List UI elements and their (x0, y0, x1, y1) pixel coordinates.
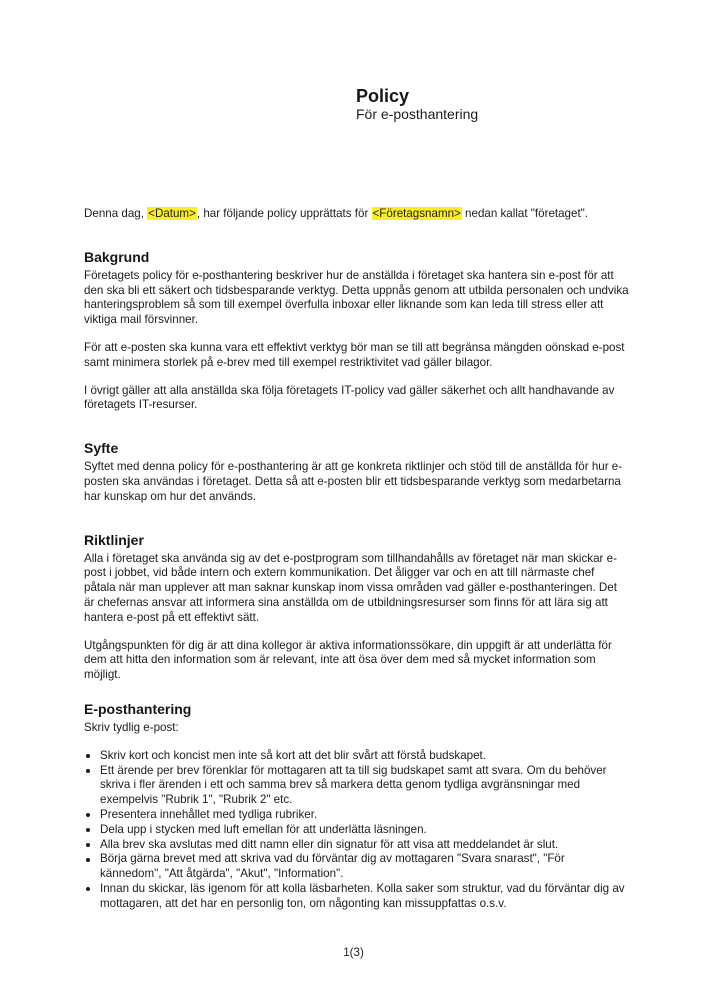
bullet-list (84, 749, 629, 912)
bullet-text: Presentera innehållet med tydliga rubriker. (100, 807, 318, 821)
page-number: 1(3) (343, 946, 364, 959)
bullet-icon (86, 858, 90, 862)
paragraph: Alla i företaget ska använda sig av det e-postprogram som tillhandahålls av företaget när man skickar e-post i jobbet, vid både intern och extern kommunikation. Det åligger var och en att till närmaste chef påtala när man upplever att man saknar kunskap inom vissa områden vad gäller e-posthanteringen. Det är chefernas ansvar att informera sina anställda om de utbildningsresurser som finns för att lära sig att hantera e-post på ett effektivt sätt. (84, 551, 617, 624)
paragraph: För att e-posten ska kunna vara ett effektivt verktyg bör man se till att begränsa mängden oönskad e-post samt minimera storlek på e-brev med till exempel restriktivitet vad gäller bilagor. (84, 340, 625, 369)
bullet-item (84, 838, 629, 853)
section-heading-eposthantering: E-posthantering (84, 700, 192, 717)
page-title: Policy (356, 86, 410, 106)
section-riktlinjer (84, 532, 629, 683)
bullet-item (84, 852, 629, 882)
bullet-item (84, 882, 629, 912)
datum-placeholder-field[interactable]: <Datum> (148, 207, 196, 220)
title-block (356, 86, 629, 122)
paragraph: Företagets policy för e-posthantering beskriver hur de anställda i företaget ska hantera sin e-post för att den ska bli ett säkert och tidsbesparande verktyg. Detta uppnås genom att utbilda personalen och undvika hanteringsproblem så som till exempel överfulla inboxar eller liknande som kan leda till stress eller att viktiga mail försvinner. (84, 268, 629, 327)
section-eposthantering (84, 701, 629, 912)
bullet-icon (86, 828, 90, 832)
section-bakgrund (84, 249, 629, 413)
paragraph: Utgångspunkten för dig är att dina kollegor är aktiva informationssökare, din uppgift är att underlätta för dem att hitta den information som är relevant, inte att ösa över dem med så mycket information som möjligt. (84, 638, 612, 682)
paragraph: I övrigt gäller att alla anställda ska följa företagets IT-policy vad gäller säkerhet och allt handhavande av företagets IT-resurser. (84, 383, 615, 412)
bullet-icon (86, 754, 90, 758)
bullet-icon (86, 887, 90, 891)
bullet-icon (86, 843, 90, 847)
bullet-icon (86, 769, 90, 773)
bullet-text: Ett ärende per brev förenklar för mottagaren att ta till sig budskapet samt att svara. Om du behöver skriva i fler ärenden i ett och samma brev så markera detta genom tydliga avgränsningar med exempelvis "Rubrik 1", "Rubrik 2" etc. (100, 763, 607, 807)
bullet-text: Skriv kort och koncist men inte så kort att det blir svårt att förstå budskapet. (100, 748, 486, 762)
bullet-text: Börja gärna brevet med att skriva vad du förväntar dig av mottagaren "Svara snarast", "För kännedom", "Att åtgärda", "Akut", "Information". (100, 852, 565, 881)
section-heading-syfte: Syfte (84, 440, 119, 457)
bullet-item (84, 749, 629, 764)
bullet-item (84, 808, 629, 823)
intro-text-1: Denna dag, (84, 207, 148, 220)
page-subtitle: För e-posthantering (356, 106, 479, 122)
paragraph: Syftet med denna policy för e-posthantering är att ge konkreta riktlinjer och stöd till de anställda för hur e-posten ska användas i företaget. Detta så att e-posten blir ett tidsbesparande verktyg som medarbetarna har kunskap om hur det används. (84, 460, 623, 503)
section-heading-riktlinjer: Riktlinjer (84, 531, 144, 548)
intro-text-3: nedan kallat "företaget". (461, 207, 589, 220)
bullet-item (84, 823, 629, 838)
bullet-text: Dela upp i stycken med luft emellan för att underlätta läsningen. (100, 822, 427, 836)
page-footer (0, 946, 707, 961)
paragraph: Skriv tydlig e-post: (84, 720, 179, 734)
bullet-text: Innan du skickar, läs igenom för att kolla läsbarheten. Kolla saker som struktur, vad du förväntar dig av mottagaren, att det har en personlig ton, om någonting kan missuppfattas o.s.v. (100, 881, 625, 910)
intro-text-2: , har följande policy upprättats för (196, 207, 372, 220)
section-heading-bakgrund: Bakgrund (84, 248, 150, 265)
document-content (84, 0, 629, 912)
bullet-item (84, 764, 629, 808)
bullet-text: Alla brev ska avslutas med ditt namn eller din signatur för att visa att meddelandet är slut. (100, 837, 559, 851)
company-name-placeholder-field[interactable]: <Företagsnamn> (372, 207, 461, 220)
section-syfte (84, 440, 629, 504)
intro-paragraph (84, 207, 629, 222)
bullet-icon (86, 813, 90, 817)
